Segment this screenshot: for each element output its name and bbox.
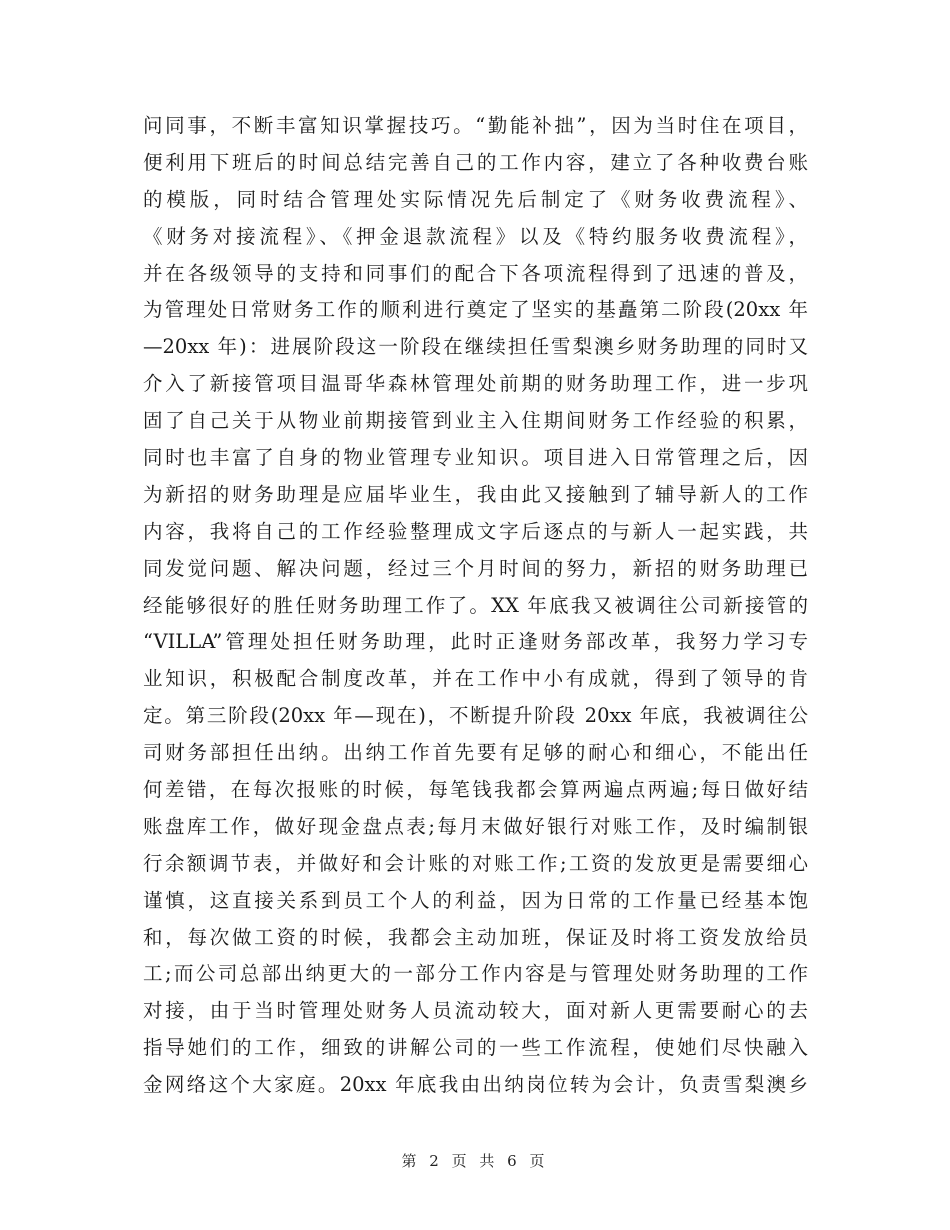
text-line: 工;而公司总部出纳更大的一部分工作内容是与管理处财务助理的工作 (143, 962, 808, 986)
text-line: 内容，我将自己的工作经验整理成文字后逐点的与新人一起实践，共 (143, 519, 808, 543)
text-line: “VILLA”管理处担任财务助理，此时正逢财务部改革，我努力学习专 (143, 630, 808, 654)
text-line: 为管理处日常财务工作的顺利进行奠定了坚实的基矗第二阶段(20xx 年 (143, 298, 808, 322)
text-line: 谨慎，这直接关系到员工个人的利益，因为日常的工作量已经基本饱 (143, 888, 808, 912)
text-line: —20xx 年)：进展阶段这一阶段在继续担任雪梨澳乡财务助理的同时又 (143, 335, 808, 359)
text-line: 何差错，在每次报账的时候，每笔钱我都会算两遍点两遍;每日做好结 (143, 778, 808, 802)
text-line: 金网络这个大家庭。20xx 年底我由出纳岗位转为会计，负责雪梨澳乡 (143, 1073, 808, 1097)
text-line: 并在各级领导的支持和同事们的配合下各项流程得到了迅速的普及， (143, 261, 808, 285)
text-line: 行余额调节表，并做好和会计账的对账工作;工资的发放更是需要细心 (143, 851, 808, 875)
text-line: 《财务对接流程》、《押金退款流程》以及《特约服务收费流程》， (143, 224, 808, 248)
text-line: 指导她们的工作，细致的讲解公司的一些工作流程，使她们尽快融入 (143, 1036, 808, 1060)
text-line: 对接，由于当时管理处财务人员流动较大，面对新人更需要耐心的去 (143, 999, 808, 1023)
text-line: 问同事，不断丰富知识掌握技巧。“勤能补拙”，因为当时住在项目， (143, 114, 808, 137)
text-line: 同发觉问题、解决问题，经过三个月时间的努力，新招的财务助理已 (143, 556, 808, 580)
page-number-footer: 第 2 页 共 6 页 (401, 1152, 549, 1170)
text-line: 为新招的财务助理是应届毕业生，我由此又接触到了辅导新人的工作 (143, 482, 808, 506)
text-line: 介入了新接管项目温哥华森林管理处前期的财务助理工作，进一步巩 (143, 372, 808, 396)
text-line: 固了自己关于从物业前期接管到业主入住期间财务工作经验的积累， (143, 409, 808, 433)
text-line: 定。第三阶段(20xx 年—现在)，不断提升阶段 20xx 年底，我被调往公 (143, 704, 808, 728)
text-line: 司财务部担任出纳。出纳工作首先要有足够的耐心和细心，不能出任 (143, 741, 808, 765)
text-line: 业知识，积极配合制度改革，并在工作中小有成就，得到了领导的肯 (143, 667, 808, 691)
text-line: 和，每次做工资的时候，我都会主动加班，保证及时将工资发放给员 (143, 925, 808, 949)
text-line: 经能够很好的胜任财务助理工作了。XX 年底我又被调往公司新接管的 (143, 593, 808, 617)
text-line: 账盘库工作，做好现金盘点表;每月末做好银行对账工作，及时编制银 (143, 814, 808, 838)
body-text (143, 108, 808, 1104)
text-line: 的模版，同时结合管理处实际情况先后制定了《财务收费流程》、 (143, 187, 808, 211)
text-line: 同时也丰富了自身的物业管理专业知识。项目进入日常管理之后，因 (143, 446, 808, 470)
text-line: 便利用下班后的时间总结完善自己的工作内容，建立了各种收费台账 (143, 150, 808, 174)
